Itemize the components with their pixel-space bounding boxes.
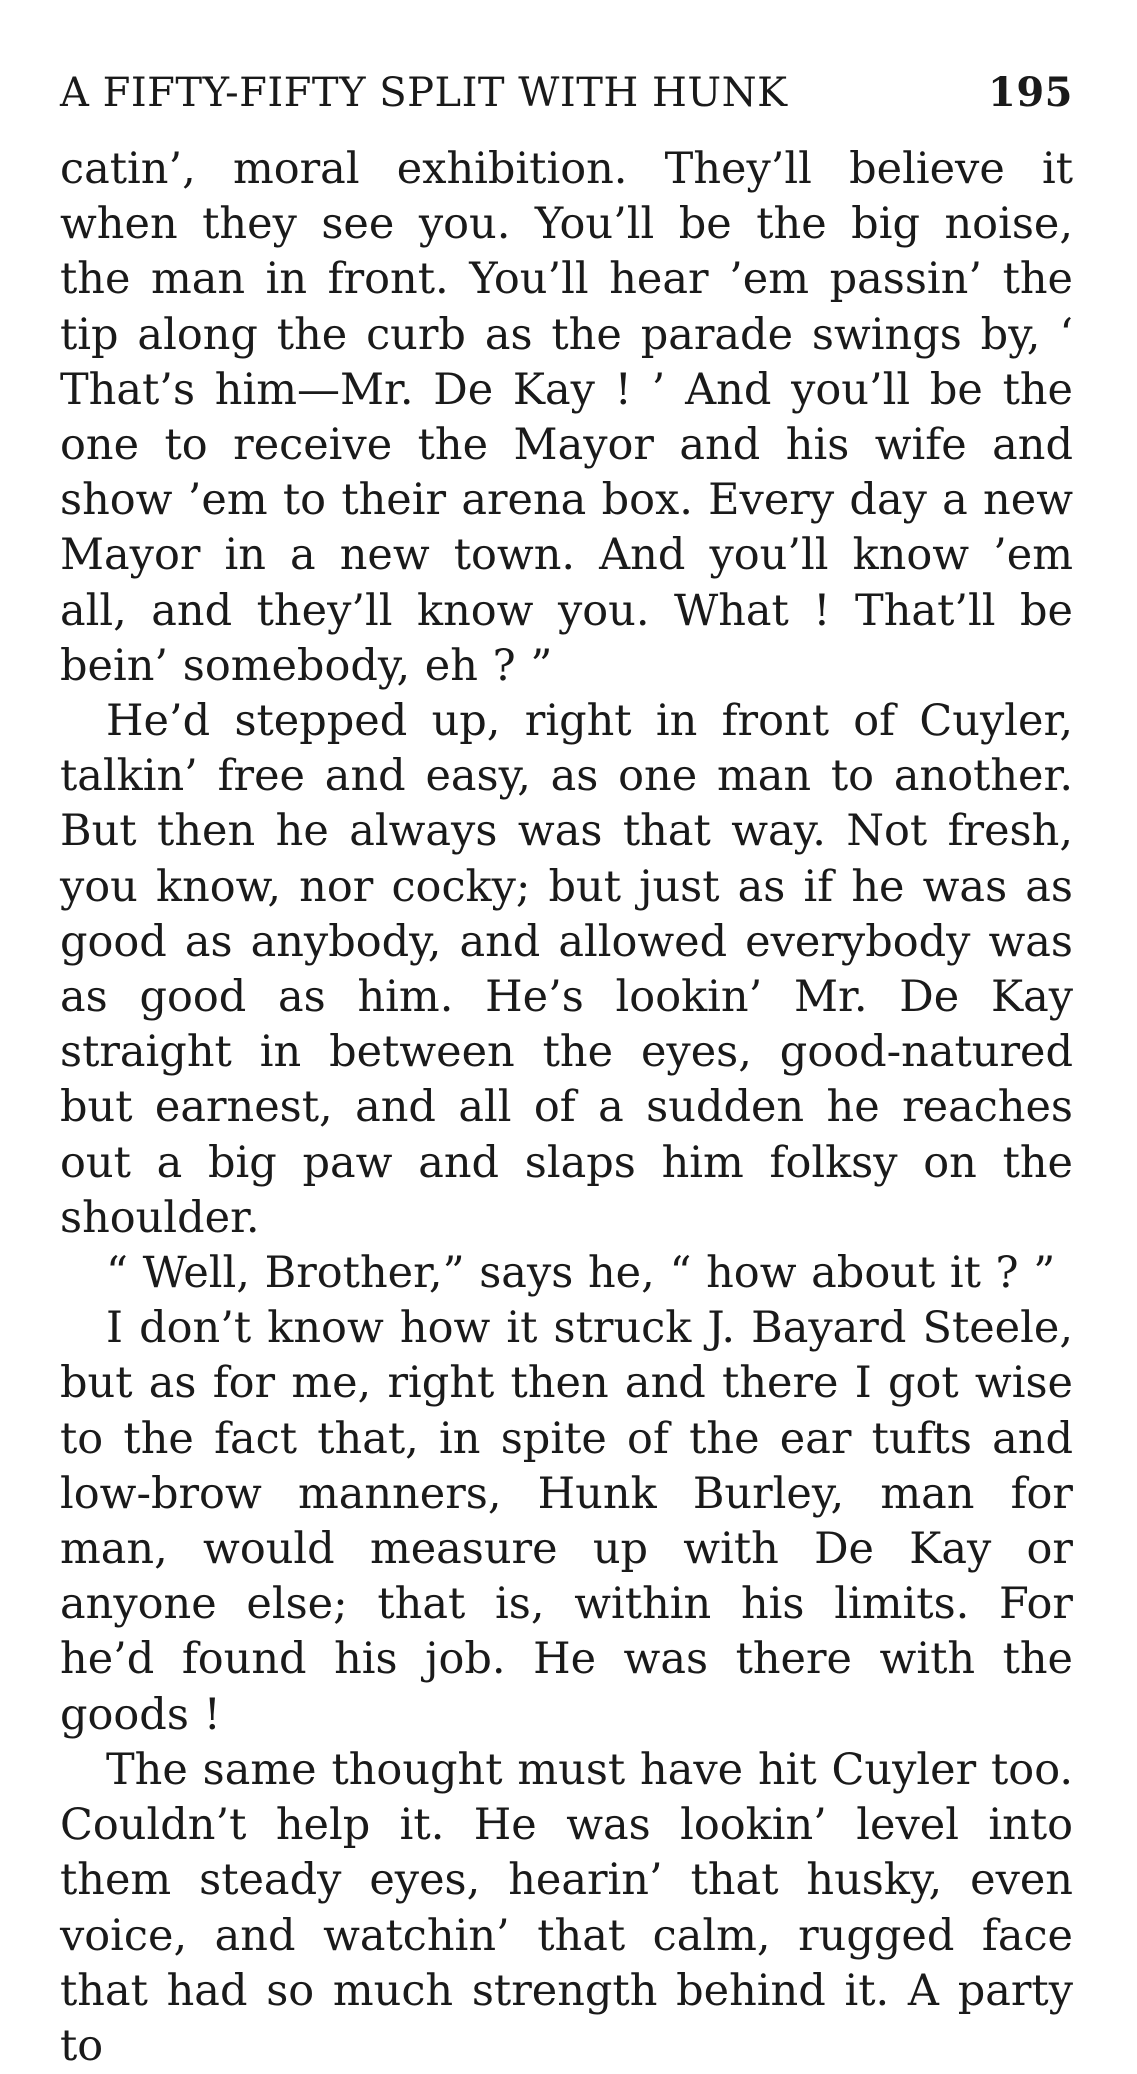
paragraph-dialogue: “ Well, Brother,” says he, “ how about it ? ” (106, 1248, 1056, 1299)
paragraph: I don’t know how it struck J. Bayard Steele, but as for me, right then and there I got wise to the fact that, in spite of the ear tufts and low-brow manners, Hunk Burley, man for man, would measure up with De Kay or anyone else; that is, within his limits. For he’d found his job. He was there with the goods ! (60, 1303, 1073, 1740)
body-text (60, 142, 1073, 2074)
page-number: 195 (988, 69, 1073, 116)
paragraph: The same thought must have hit Cuyler too. Couldn’t help it. He was lookin’ level into them steady eyes, hearin’ that husky, even voice, and watchin’ that calm, rugged face that had so much strength behind it. A party to (60, 1744, 1073, 2071)
book-page (60, 58, 1073, 2074)
paragraph: He’d stepped up, right in front of Cuyler, talkin’ free and easy, as one man to another. But then he always was that way. Not fresh, you know, nor cocky; but just as if he was as good as anybody, and allowed everybody was as good as him. He’s lookin’ Mr. De Kay straight in between the eyes, good-natured but earnest, and all of a sudden he reaches out a big paw and slaps him folksy on the shoulder. (60, 696, 1073, 1243)
paragraph-continuation: catin’, moral exhibition. They’ll believe it when they see you. You’ll be the big noise, the man in front. You’ll hear ’em passin’ the tip along the curb as the parade swings by, ‘ That’s him—Mr. De Kay ! ’ And you’ll be the one to receive the Mayor and his wife and show ’em to their arena box. Every day a new Mayor in a new town. And you’ll know ’em all, and they’ll know you. What ! That’ll be bein’ somebody, eh ? ” (60, 144, 1073, 691)
running-head (60, 58, 1073, 128)
running-title: A FIFTY-FIFTY SPLIT WITH HUNK (60, 70, 788, 116)
